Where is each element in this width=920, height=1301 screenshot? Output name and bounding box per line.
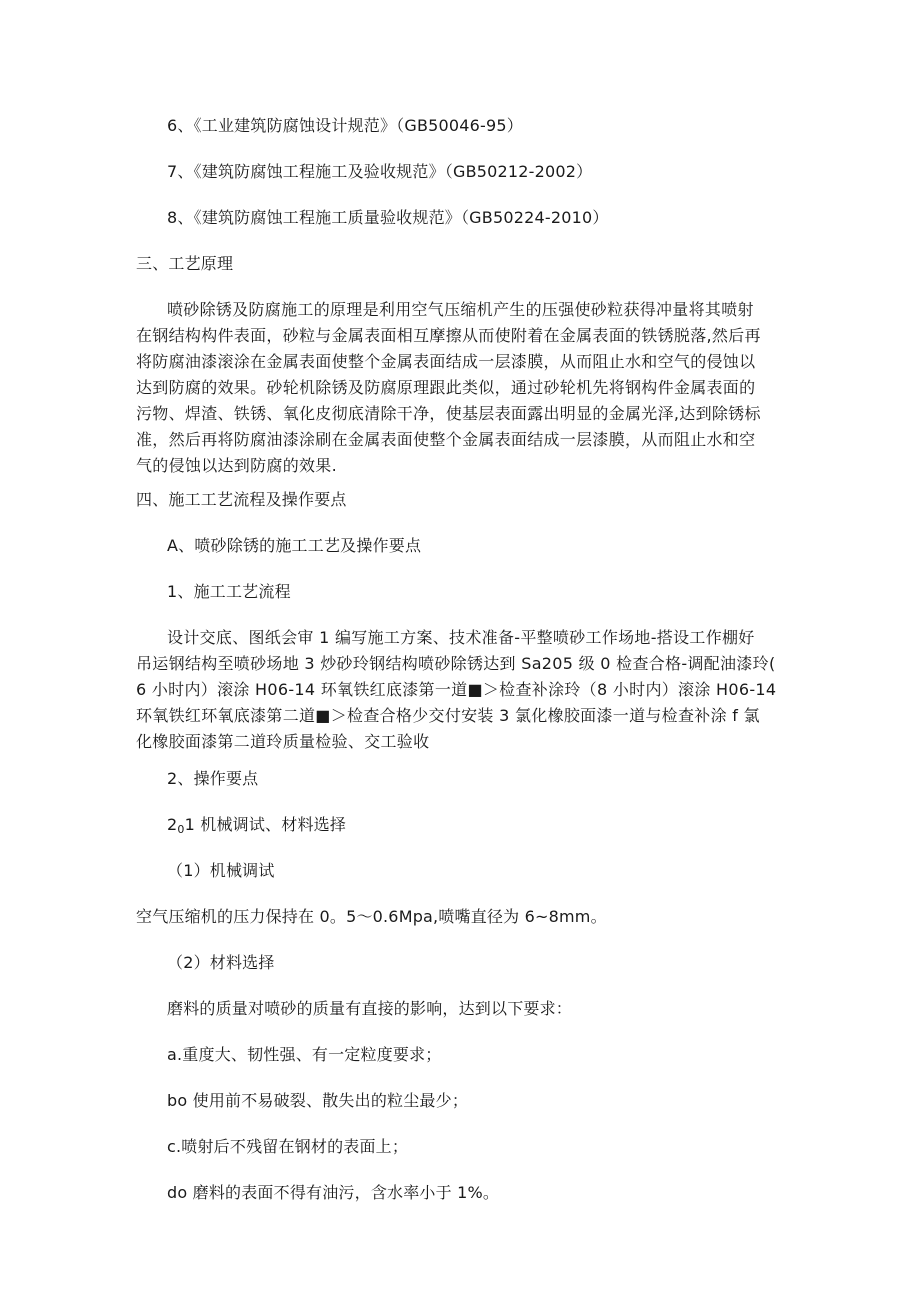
section-4-heading: 四、施工工艺流程及操作要点 — [136, 490, 347, 509]
paragraph-line: 设计交底、图纸会审 1 编写施工方案、技术准备-平整喷砂工作场地-搭设工作棚好 — [167, 628, 755, 647]
material-selection-heading: （2）材料选择 — [167, 953, 275, 972]
paragraph-line: 准，然后再将防腐油漆涂刷在金属表面使整个金属表面结成一层漆膜，从而阻止水和空 — [136, 430, 756, 449]
step-2-heading: 2、操作要点 — [167, 769, 259, 788]
paragraph-line: 污物、焊渣、铁锈、氧化皮彻底清除干净，使基层表面露出明显的金属光泽,达到除锈标 — [136, 404, 761, 423]
reference-item-8: 8、《建筑防腐蚀工程施工质量验收规范》（GB50224-2010） — [167, 208, 609, 227]
paragraph-line: 环氧铁红环氧底漆第二道■＞检查合格少交付安装 3 氯化橡胶面漆一道与检查补涂 f 氯 — [136, 706, 760, 725]
paragraph-line: 喷砂除锈及防腐施工的原理是利用空气压缩机产生的压强使砂粒获得冲量将其喷射 — [167, 300, 754, 319]
reference-item-6: 6、《工业建筑防腐蚀设计规范》（GB50046-95） — [167, 116, 523, 135]
paragraph-line: 将防腐油漆滚涂在金属表面使整个金属表面结成一层漆膜，从而阻止水和空气的侵蚀以 — [136, 352, 756, 371]
subsection-a-heading: A、喷砂除锈的施工工艺及操作要点 — [167, 536, 422, 555]
paragraph-line: 气的侵蚀以达到防腐的效果. — [136, 456, 337, 475]
paragraph-line: 吊运钢结构至喷砂场地 3 炒砂玲钢结构喷砂除锈达到 Sa205 级 0 检查合格-调配油漆玲( — [136, 654, 776, 673]
section-3-paragraph — [136, 297, 786, 479]
machine-debug-text: 空气压缩机的压力保持在 0。5～0.6Mpa,喷嘴直径为 6~8mm。 — [136, 907, 607, 926]
section-3-heading: 三、工艺原理 — [136, 254, 234, 273]
material-selection-text: 磨料的质量对喷砂的质量有直接的影响，达到以下要求： — [167, 999, 573, 1018]
paragraph-line: 达到防腐的效果。砂轮机除锈及防腐原理跟此类似，通过砂轮机先将钢构件金属表面的 — [136, 378, 756, 397]
heading-number: 2 — [167, 815, 178, 834]
process-flow-paragraph — [136, 625, 786, 755]
requirement-a: a.重度大、韧性强、有一定粒度要求； — [167, 1045, 442, 1064]
requirement-c: c.喷射后不残留在钢材的表面上； — [167, 1137, 409, 1156]
heading-subscript: 0 — [177, 823, 185, 836]
step-1-heading: 1、施工工艺流程 — [167, 582, 291, 601]
paragraph-line: 6 小时内）滚涂 H06-14 环氧铁红底漆第一道■＞检查补涂玲（8 小时内）滚涂 H06-14 — [136, 680, 777, 699]
requirement-d: do 磨料的表面不得有油污，含水率小于 1%。 — [167, 1183, 500, 1202]
paragraph-line: 在钢结构构件表面，砂粒与金属表面相互摩擦从而使附着在金属表面的铁锈脱落,然后再 — [136, 326, 761, 345]
paragraph-line: 化橡胶面漆第二道玲质量检验、交工验收 — [136, 732, 430, 751]
heading-text: 1 机械调试、材料选择 — [184, 815, 347, 834]
reference-item-7: 7、《建筑防腐蚀工程施工及验收规范》（GB50212-2002） — [167, 162, 593, 181]
requirement-b: bo 使用前不易破裂、散失出的粒尘最少； — [167, 1091, 469, 1110]
machine-debug-heading: （1）机械调试 — [167, 861, 275, 880]
subsection-2-0-1-heading — [167, 813, 346, 837]
